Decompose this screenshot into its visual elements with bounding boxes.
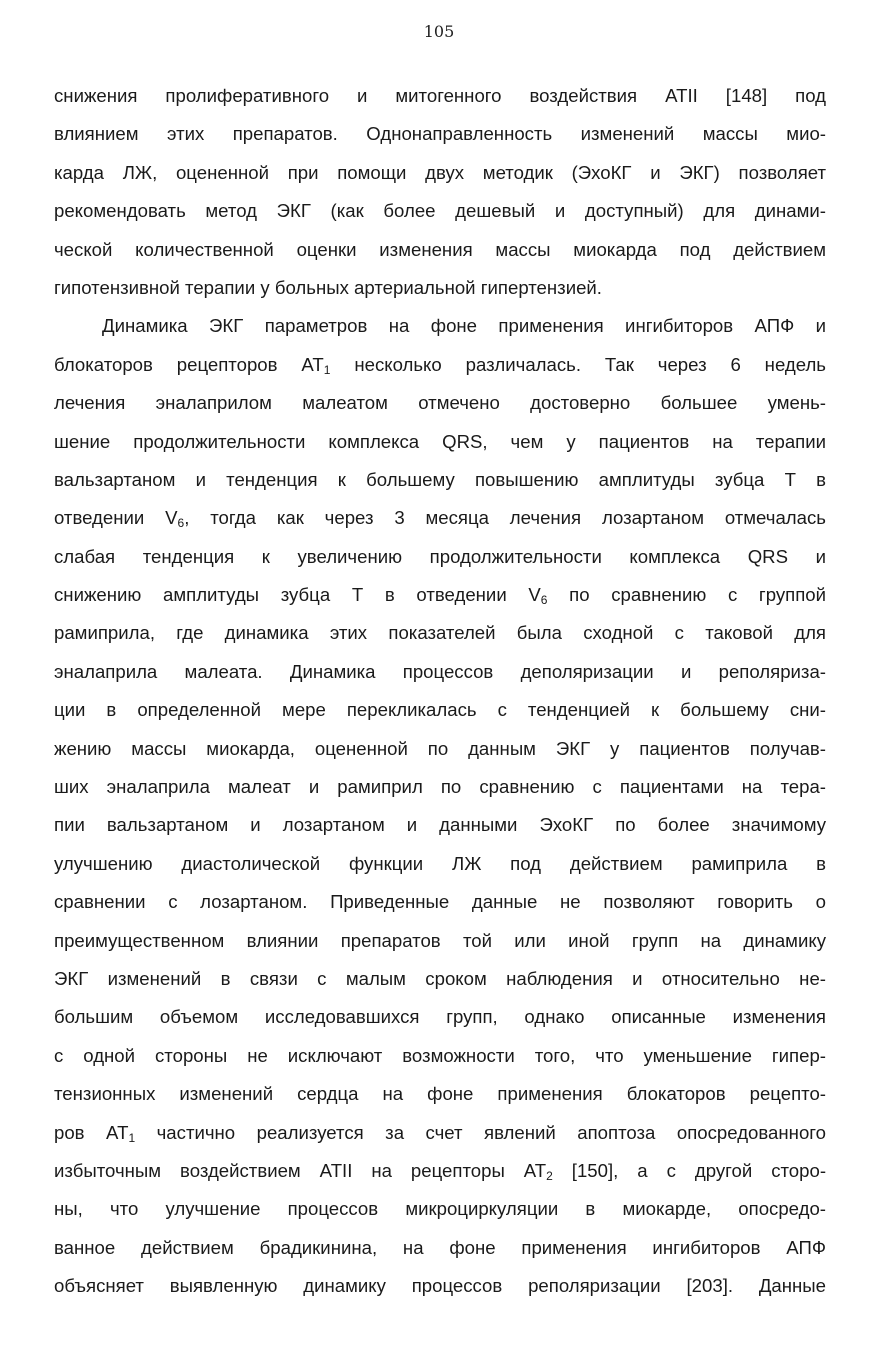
text-run: Динамика ЭКГ параметров на фоне применения ингибиторов АПФ и: [102, 315, 826, 337]
text-line: [54, 845, 826, 883]
text-run: вальзартаном и тенденция к большему повышению амплитуды зубца Т в: [54, 468, 826, 490]
text-run: рамиприла, где динамика этих показателей была сходной с таковой для: [54, 622, 826, 644]
text-run: частично реализуется за счет явлений апоптоза опосредованного: [135, 1121, 826, 1143]
subscript: 2: [546, 1168, 553, 1183]
text-line: [54, 960, 826, 998]
text-run: карда ЛЖ, оцененной при помощи двух методик (ЭхоКГ и ЭКГ) позволяет: [54, 161, 826, 183]
subscript: 1: [128, 1130, 136, 1145]
text-run: шение продолжительности комплекса QRS, чем у пациентов на терапии: [54, 430, 826, 452]
text-line: [54, 192, 826, 230]
text-run: сравнении с лозартаном. Приведенные данные не позволяют говорить о: [54, 891, 826, 913]
paragraph: [54, 307, 826, 1305]
text-run: жению массы миокарда, оцененной по данным ЭКГ у пациентов получав-: [54, 737, 826, 759]
text-run: ны, что улучшение процессов микроциркуляции в миокарде, опосредо-: [54, 1198, 826, 1220]
text-line: [54, 1190, 826, 1228]
text-line: [54, 730, 826, 768]
text-run: ЭКГ изменений в связи с малым сроком наблюдения и относительно не-: [54, 967, 826, 989]
text-run: рекомендовать метод ЭКГ (как более дешевый и доступный) для динами-: [54, 200, 826, 222]
text-line: [54, 1075, 826, 1113]
text-run: ванное действием брадикинина, на фоне применения ингибиторов АПФ: [54, 1236, 826, 1258]
text-run: лечения эналаприлом малеатом отмечено достоверно большее умень-: [54, 392, 826, 414]
text-line: [54, 691, 826, 729]
text-line: [54, 115, 826, 153]
text-run: влиянием этих препаратов. Однонаправленность изменений массы мио-: [54, 123, 826, 145]
text-run: объясняет выявленную динамику процессов реполяризации [203]. Данные: [54, 1275, 826, 1297]
text-line: [54, 346, 826, 384]
text-run: ции в определенной мере перекликалась с тенденцией к большему сни-: [54, 699, 826, 721]
text-run: [150], а с другой сторо-: [552, 1159, 827, 1181]
text-run: несколько различалась. Так через 6 недель: [330, 353, 826, 375]
text-line: [54, 922, 826, 960]
text-line: [54, 77, 826, 115]
text-line: [54, 538, 826, 576]
text-run: ров AT: [54, 1121, 129, 1143]
text-run: ческой количественной оценки изменения массы миокарда под действием: [54, 238, 826, 260]
text-run: пии вальзартаном и лозартаном и данными ЭхоКГ по более значимому: [54, 814, 826, 836]
text-line: [54, 614, 826, 652]
text-line: [54, 1114, 826, 1152]
text-run: , тогда как через 3 месяца лечения лозартаном отмечалась: [184, 507, 826, 529]
body-text: [54, 77, 826, 1306]
text-line: [54, 806, 826, 844]
text-run: по сравнению с группой: [547, 584, 826, 606]
text-run: блокаторов рецепторов AT: [54, 353, 324, 375]
text-line: [54, 423, 826, 461]
text-run: слабая тенденция к увеличению продолжительности комплекса QRS и: [54, 545, 826, 567]
text-run: гипотензивной терапии у больных артериальной гипертензией.: [54, 276, 602, 298]
text-line: [54, 499, 826, 537]
text-run: большим объемом исследовавшихся групп, однако описанные изменения: [54, 1006, 826, 1028]
text-run: ших эналаприла малеат и рамиприл по сравнению с пациентами на тера-: [54, 776, 826, 798]
text-line: [54, 883, 826, 921]
text-line: [54, 384, 826, 422]
text-run: преимущественном влиянии препаратов той или иной групп на динамику: [54, 929, 826, 951]
text-line: [54, 1037, 826, 1075]
text-line: [54, 269, 826, 307]
text-run: с одной стороны не исключают возможности того, что уменьшение гипер-: [54, 1044, 826, 1066]
text-line: [54, 768, 826, 806]
subscript: 1: [323, 362, 331, 377]
text-line: [54, 461, 826, 499]
page-number: 105: [423, 22, 455, 41]
text-line: [54, 1152, 826, 1190]
text-line: [54, 998, 826, 1036]
subscript: 6: [177, 516, 185, 531]
text-run: улучшению диастолической функции ЛЖ под действием рамиприла в: [54, 852, 826, 874]
paragraph: [54, 77, 826, 307]
text-line: [54, 231, 826, 269]
text-line: [54, 653, 826, 691]
text-run: снижению амплитуды зубца Т в отведении V: [54, 584, 541, 606]
text-line: [54, 1267, 826, 1305]
text-run: эналаприла малеата. Динамика процессов деполяризации и реполяриза-: [54, 660, 826, 682]
text-run: избыточным воздействием ATII на рецепторы AT: [54, 1159, 547, 1181]
text-line: [54, 1229, 826, 1267]
text-line: [54, 307, 826, 345]
text-line: [54, 576, 826, 614]
text-run: снижения пролиферативного и митогенного воздействия ATII [148] под: [54, 85, 826, 106]
text-run: тензионных изменений сердца на фоне применения блокаторов рецепто-: [54, 1083, 826, 1105]
text-run: отведении V: [54, 507, 178, 529]
text-line: [54, 154, 826, 192]
subscript: 6: [540, 593, 548, 608]
